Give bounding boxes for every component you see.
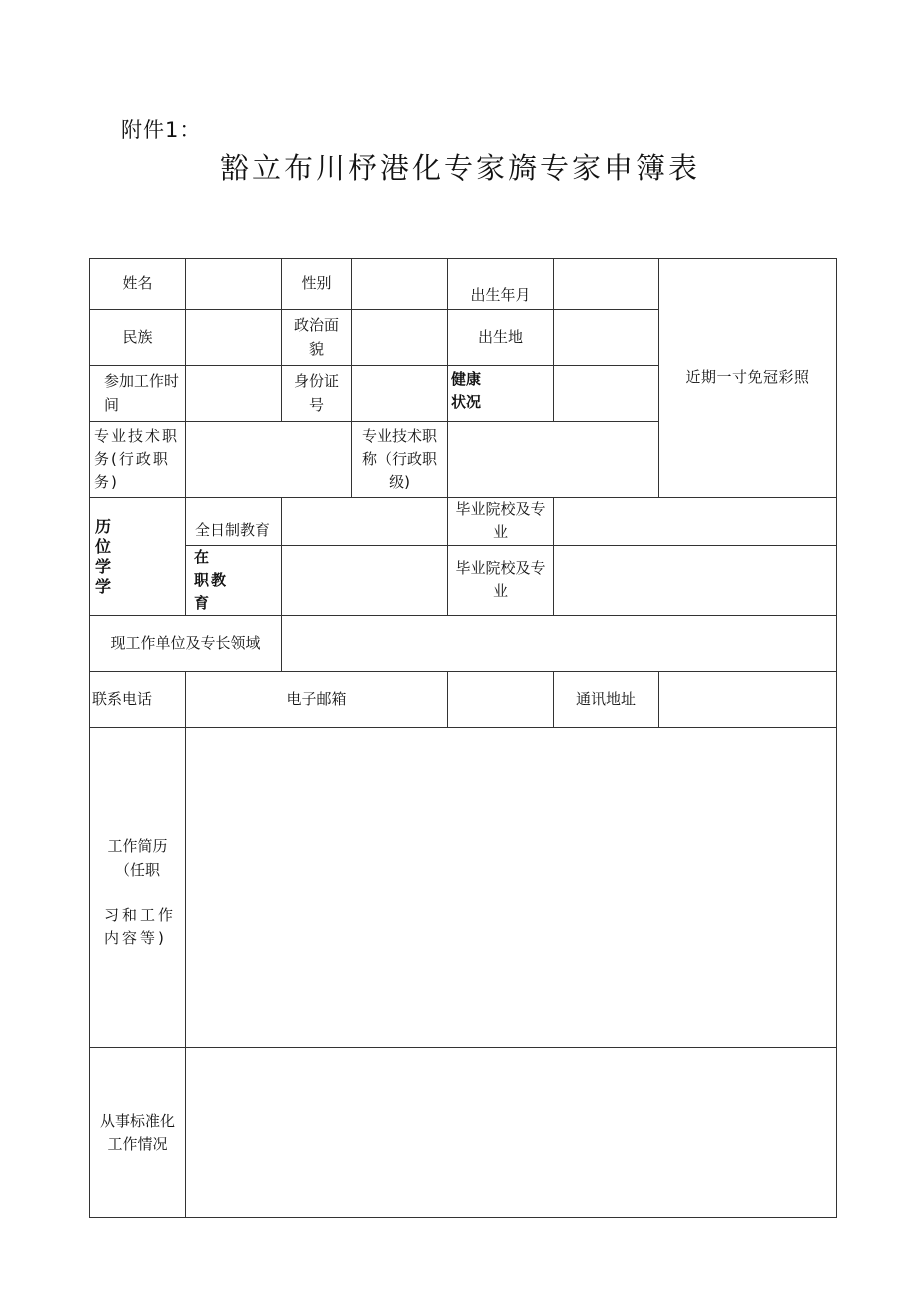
email-field[interactable] xyxy=(448,672,554,728)
phone-label: 联系电话 xyxy=(90,672,186,728)
graduated-school-major-field[interactable] xyxy=(554,498,837,546)
id-number-label: 身份证号 xyxy=(282,366,352,422)
standardization-work-label: 从事标准化工作情况 xyxy=(90,1048,186,1218)
gender-label: 性别 xyxy=(282,259,352,310)
health-status-field[interactable] xyxy=(554,366,659,422)
gender-field[interactable] xyxy=(352,259,448,310)
health-status-label: 健康状况 xyxy=(448,366,554,422)
inservice-education-field[interactable] xyxy=(282,545,448,616)
address-field[interactable] xyxy=(659,672,837,728)
birth-month-field[interactable] xyxy=(554,259,659,310)
work-history-line2: （任职 xyxy=(114,860,160,879)
technical-position-label: 专业技术职务(行政职务) xyxy=(90,422,186,498)
work-history-line3: 习和工作内容等) xyxy=(104,905,177,947)
education-degree-label xyxy=(90,498,186,616)
application-form-table xyxy=(89,258,837,1218)
technical-title-label: 专业技术职称（行政职级) xyxy=(352,422,448,498)
birthplace-field[interactable] xyxy=(554,310,659,366)
form-title: 豁立布川杼港化专家旖专家申簿表 xyxy=(219,151,700,185)
address-label: 通讯地址 xyxy=(554,672,659,728)
photo-label: 近期一寸免冠彩照 xyxy=(685,368,810,387)
name-label: 姓名 xyxy=(90,259,186,310)
birthplace-label: 出生地 xyxy=(448,310,554,366)
politics-field[interactable] xyxy=(352,310,448,366)
work-history-line1: 工作简历 xyxy=(107,837,168,856)
technical-title-field[interactable] xyxy=(448,422,659,498)
graduated-school-major-2-label: 毕业院校及专业 xyxy=(448,545,554,616)
email-label: 电子邮箱 xyxy=(186,672,448,728)
graduated-school-major-2-field[interactable] xyxy=(554,545,837,616)
fulltime-education-label: 全日制教育 xyxy=(186,498,282,546)
attachment-label: 附件1： xyxy=(121,118,202,142)
politics-label: 政治面貌 xyxy=(282,310,352,366)
photo-box[interactable] xyxy=(659,259,837,498)
work-start-time-field[interactable] xyxy=(186,366,282,422)
inservice-education-label: 在 职教 育 xyxy=(186,545,282,616)
technical-position-field[interactable] xyxy=(186,422,352,498)
current-unit-field[interactable] xyxy=(282,616,837,672)
education-degree-text: 历位学学 xyxy=(95,516,112,596)
ethnicity-label: 民族 xyxy=(90,310,186,366)
birth-month-label: 出生年月 xyxy=(448,259,554,310)
work-history-label xyxy=(90,728,186,1048)
standardization-work-field[interactable] xyxy=(186,1048,837,1218)
graduated-school-major-label: 毕业院校及专业 xyxy=(448,498,554,546)
ethnicity-field[interactable] xyxy=(186,310,282,366)
current-unit-label: 现工作单位及专长领域 xyxy=(90,616,282,672)
work-start-time-label: 参加工作时间 xyxy=(90,366,186,422)
work-history-field[interactable] xyxy=(186,728,837,1048)
fulltime-education-field[interactable] xyxy=(282,498,448,546)
id-number-field[interactable] xyxy=(352,366,448,422)
name-field[interactable] xyxy=(186,259,282,310)
